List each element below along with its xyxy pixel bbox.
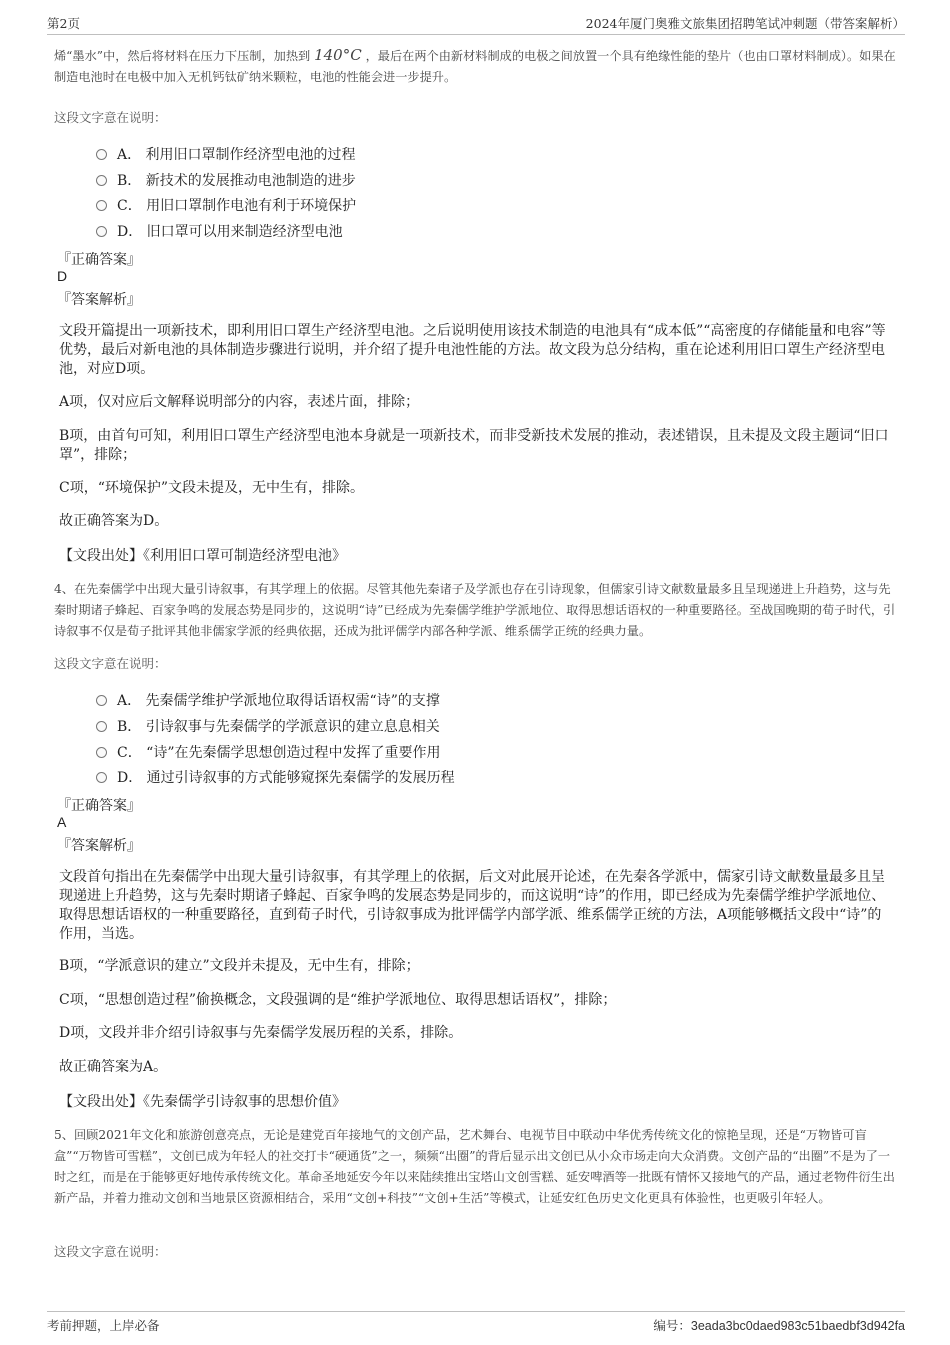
q3-option-d[interactable]: D． 旧口罩可以用来制造经济型电池 [96, 221, 343, 241]
q3-analysis-c: C项，“环境保护”文段未提及，无中生有，排除。 [59, 480, 365, 496]
footer-slogan: 考前押题，上岸必备 [47, 1318, 160, 1333]
q3-option-a[interactable]: A． 利用旧口罩制作经济型电池的过程 [96, 144, 356, 164]
radio-icon[interactable] [96, 772, 107, 783]
page-footer [47, 1311, 905, 1334]
radio-icon[interactable] [96, 226, 107, 237]
q4-analysis-conclusion: 故正确答案为A。 [59, 1059, 168, 1075]
q4-text: 4、在先秦儒学中出现大量引诗叙事，有其学理上的依据。尽管其他先秦诸子及学派也存在引诗现象，但儒家引诗文献数量最多且呈现递进上升趋势，这与先秦时期诸子蜂起、百家争鸣的发展态势是同步的，这说明“诗”已经成为先秦儒学维护学派地位、取得思想话语权的一种重要路径。至战国晚期的荀子时代，引诗叙事不仅是荀子批评其他非儒家学派的经典依据，还成为批评儒学内部各种学派、维系儒学正统的经典力量。 [54, 582, 896, 638]
radio-icon[interactable] [96, 747, 107, 758]
q4-analysis-b: B项，“学派意识的建立”文段并未提及，无中生有，排除； [59, 958, 420, 974]
radio-icon[interactable] [96, 695, 107, 706]
radio-icon[interactable] [96, 200, 107, 211]
q4-option-a[interactable]: A． 先秦儒学维护学派地位取得话语权需“诗”的支撑 [96, 690, 440, 710]
document-code: 编号：3eada3bc0daed983c51baedbf3d942fa [653, 1318, 905, 1333]
radio-icon[interactable] [96, 149, 107, 160]
temperature-value: 140°C [314, 46, 362, 64]
q4-option-c[interactable]: C． “诗”在先秦儒学思想创造过程中发挥了重要作用 [96, 742, 440, 762]
q4-analysis-c: C项，“思想创造过程”偷换概念，文段强调的是“维护学派地位、取得思想话语权”，排除； [59, 992, 617, 1008]
q3-analysis-label: 『答案解析』 [57, 292, 141, 308]
q3-analysis-conclusion: 故正确答案为D。 [59, 513, 169, 529]
page-number: 第2页 [47, 16, 80, 31]
q3-option-b[interactable]: B． 新技术的发展推动电池制造的进步 [96, 170, 356, 190]
q4-answer: A [57, 814, 67, 830]
q4-analysis-d: D项，文段并非介绍引诗叙事与先秦儒学发展历程的关系，排除。 [59, 1025, 463, 1041]
q4-source: 【文段出处】《先秦儒学引诗叙事的思想价值》 [59, 1094, 346, 1110]
document-title: 2024年厦门奥雅文旅集团招聘笔试冲刺题（带答案解析） [585, 16, 905, 31]
q5-text: 5、回顾2021年文化和旅游创意亮点，无论是建党百年接地气的文创产品，艺术舞台、电视节目中联动中华优秀传统文化的惊艳呈现，还是“万物皆可盲盒”“万物皆可雪糕”，文创已成为年轻人的社交打卡“硬通货”之一，频频“出圈”的背后显示出文创已从小众市场走向大众消费。文创产品的“出圈”不是为了一时之红，而是在于能够更好地传承传统文化。革命圣地延安今年以来陆续推出宝塔山文创雪糕、延安啤酒等一批既有情怀又接地气的产品，通过老物件衍生出新产品，并着力推动文创和当地景区资源相结合，采用“文创+科技”“文创+生活”等模式，让延安红色历史文化更具有体验性，也更吸引年轻人。 [54, 1128, 895, 1205]
page-header [47, 14, 905, 35]
q3-answer-label: 『正确答案』 [57, 252, 141, 268]
q3-source: 【文段出处】《利用旧口罩可制造经济型电池》 [59, 548, 346, 564]
q4-option-b[interactable]: B． 引诗叙事与先秦儒学的学派意识的建立息息相关 [96, 716, 440, 736]
q3-answer: D [57, 268, 68, 284]
q3-analysis-main: 文段开篇提出一项新技术，即利用旧口罩生产经济型电池。之后说明使用该技术制造的电池具有“成本低”“高密度的存储能量和电容”等优势，最后对新电池的具体制造步骤进行说明，并介绍了提升电池性能的方法。故文段为总分结构，重在论述利用旧口罩生产经济型电池，对应D项。 [59, 323, 886, 377]
q3-option-c[interactable]: C． 用旧口罩制作电池有利于环境保护 [96, 195, 356, 215]
q3-analysis-a: A项，仅对应后文解释说明部分的内容，表述片面，排除； [59, 394, 420, 410]
q4-analysis-label: 『答案解析』 [57, 838, 141, 854]
q4-option-d[interactable]: D． 通过引诗叙事的方式能够窥探先秦儒学的发展历程 [96, 767, 455, 787]
radio-icon[interactable] [96, 175, 107, 186]
q4-prompt: 这段文字意在说明： [54, 656, 167, 671]
q5-prompt: 这段文字意在说明： [54, 1244, 167, 1259]
q3-intro: 烯“墨水”中，然后将材料在压力下压制，加热到 140°C ，最后在两个由新材料制成的电极之间放置一个具有绝缘性能的垫片（也由口罩材料制成）。如果在制造电池时在电极中加入无机钙钛矿纳米颗粒，电池的性能会进一步提升。 [54, 46, 896, 84]
q3-prompt: 这段文字意在说明： [54, 110, 167, 125]
q4-answer-label: 『正确答案』 [57, 798, 141, 814]
q3-analysis-b: B项，由首句可知，利用旧口罩生产经济型电池本身就是一项新技术，而非受新技术发展的推动，表述错误，且未提及文段主题词“旧口罩”，排除； [59, 428, 889, 463]
radio-icon[interactable] [96, 721, 107, 732]
q4-analysis-main: 文段首句指出在先秦儒学中出现大量引诗叙事，有其学理上的依据，后文对此展开论述，在先秦各学派中，儒家引诗文献数量最多且呈现递进上升趋势，这与先秦时期诸子蜂起、百家争鸣的发展态势是同步的，而这说明“诗”的作用，即已经成为先秦儒学维护学派地位、取得思想话语权的一种重要路径，直到荀子时代，引诗叙事成为批评儒学内部学派、维系儒学正统的方法，A项能够概括文段中“诗”的作用，当选。 [59, 869, 886, 942]
